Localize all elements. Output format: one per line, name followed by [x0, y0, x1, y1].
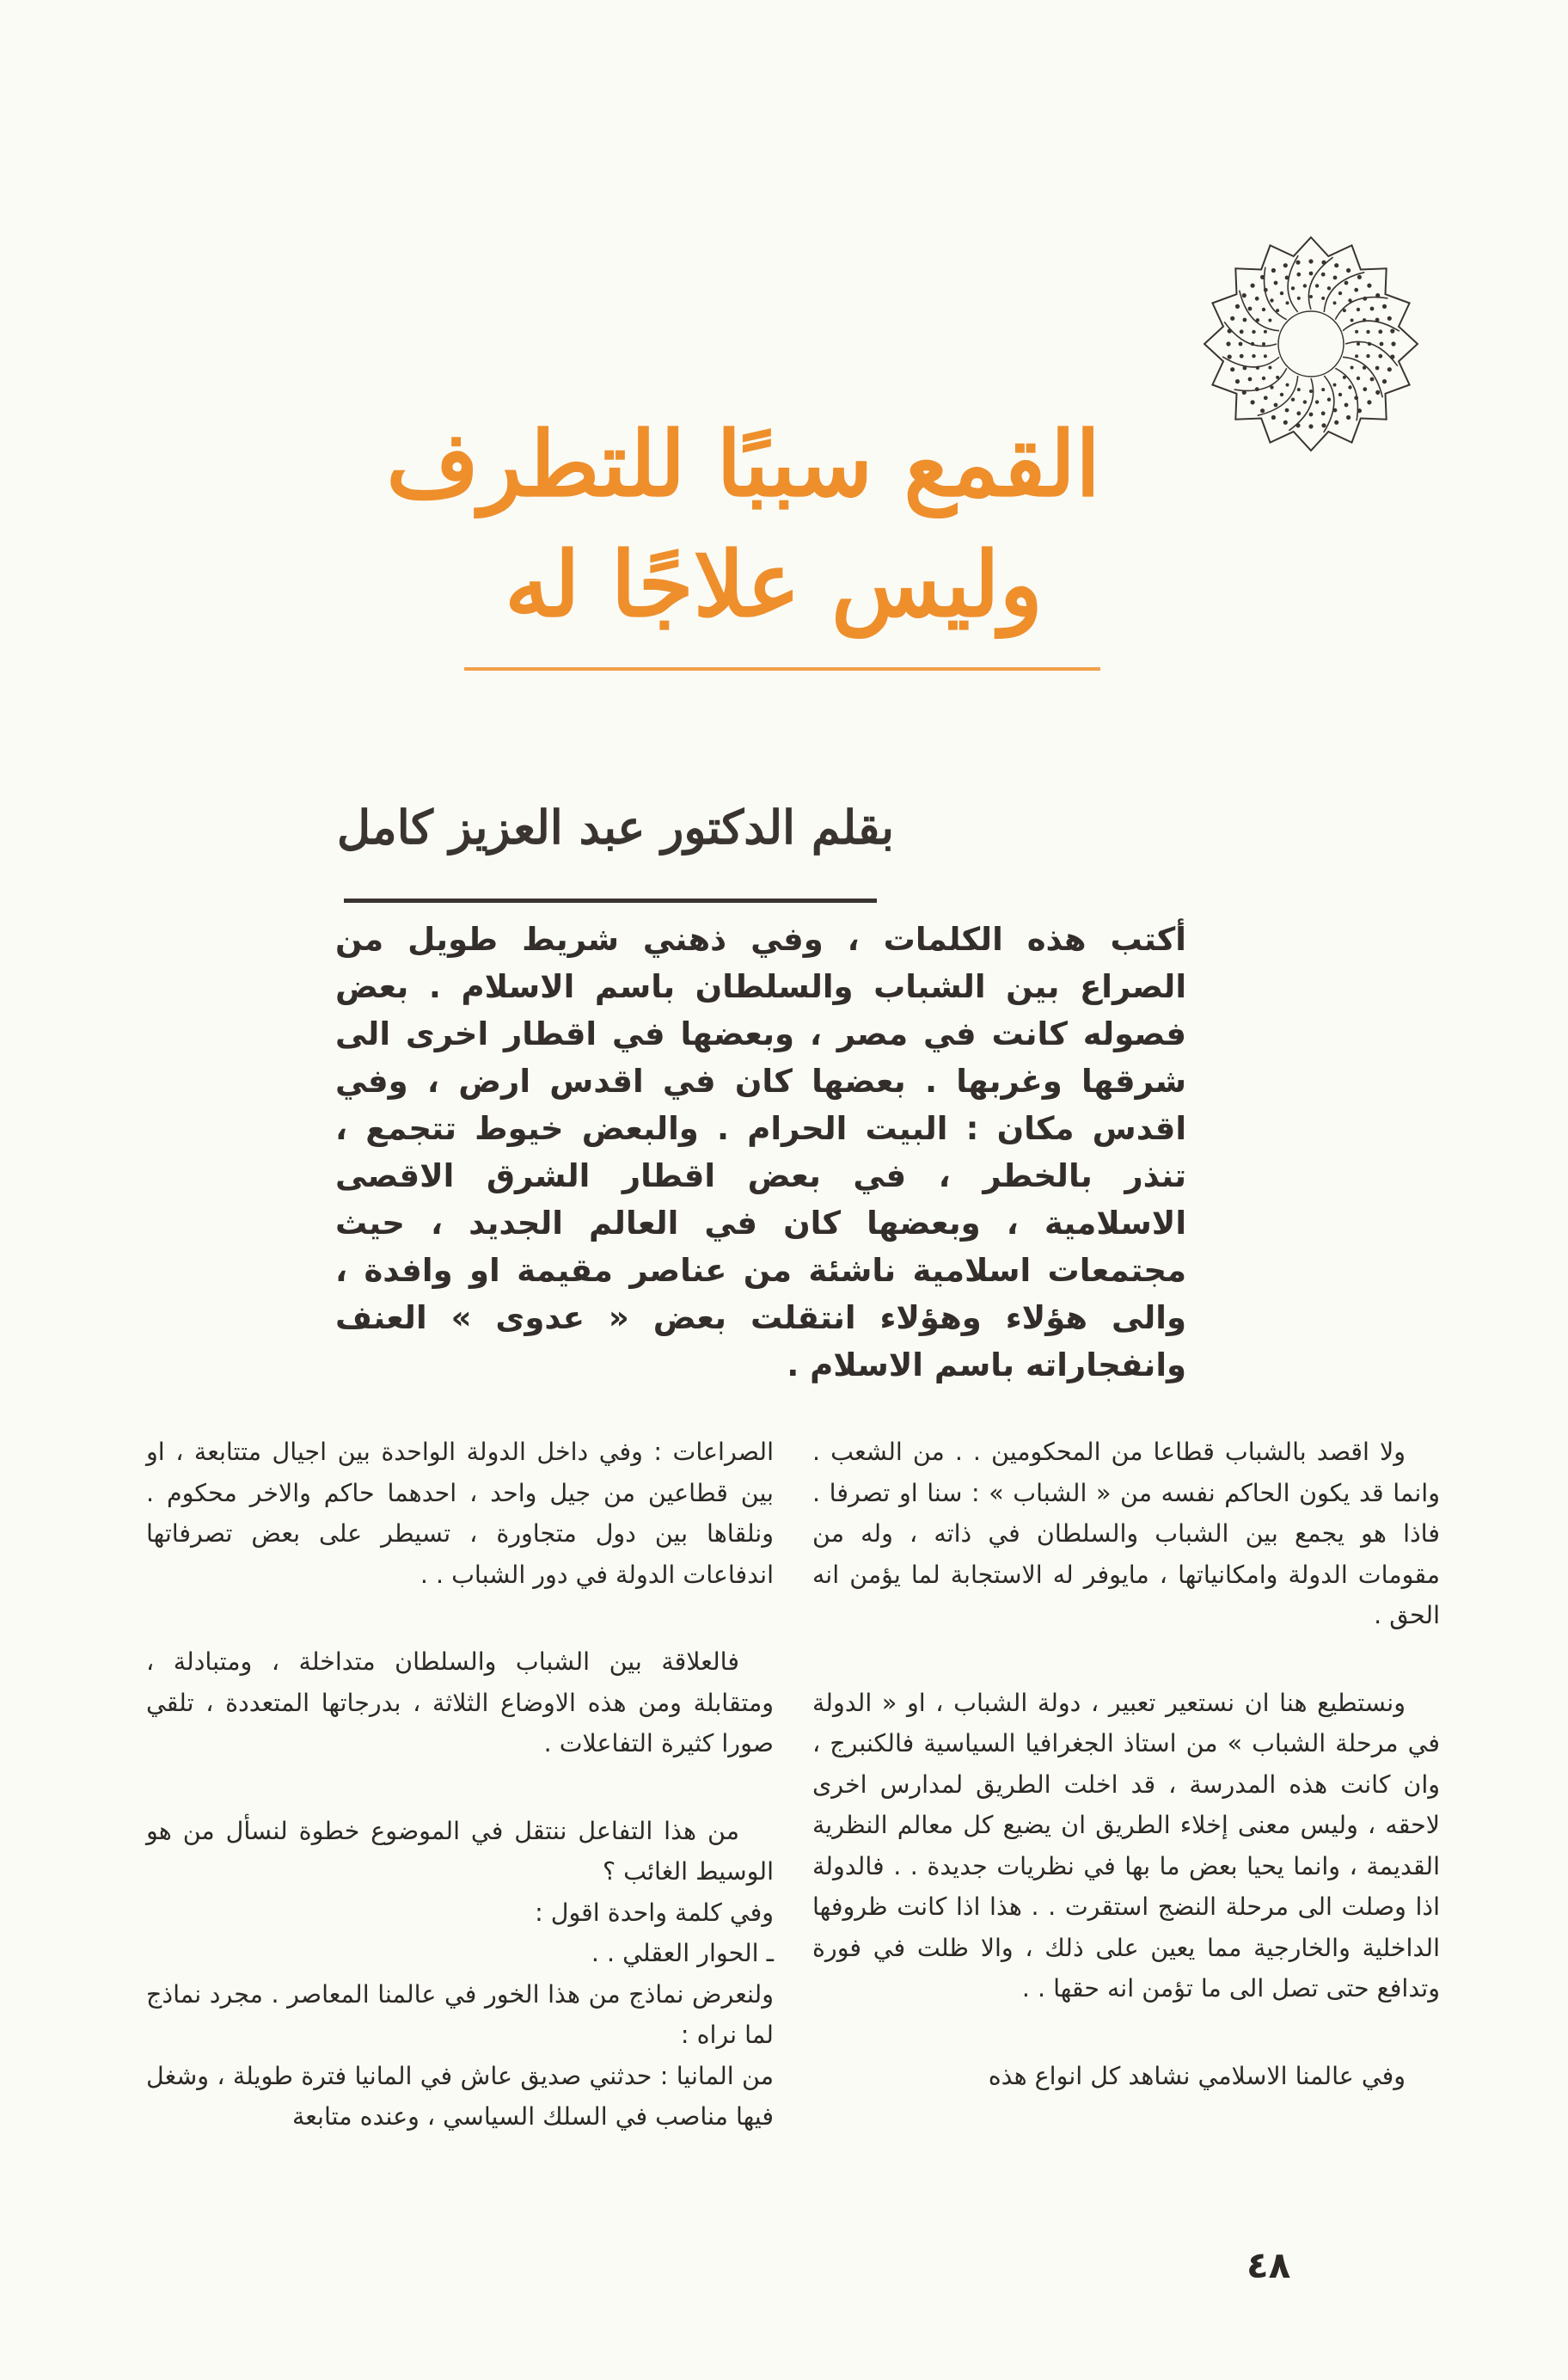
left-column-paragraph-2: فالعلاقة بين الشباب والسلطان متداخلة ، ومتبادلة ، ومتقابلة ومن هذه الاوضاع الثلاثة ، بدرجاتها المتعددة ، تلقي صورا كثيرة التفاعلات .	[146, 1647, 774, 1757]
right-column-paragraph-2: ونستطيع هنا ان نستعير تعبير ، دولة الشباب ، او « الدولة في مرحلة الشباب » من استاذ الجغرافيا السياسية فالكنبرج ، وان كانت هذه المدرسة ، قد اخلت الطريق لمدارس اخرى لاحقه ، وليس معنى إخلاء الطريق ان يضيع كل معالم النظرية القديمة ، وانما يحيا بعض ما بها في نظريات جديدة . . فالدولة اذا وصلت الى مرحلة النضج استقرت . . هذا اذا كانت ظروفها الداخلية والخارجية مما يعين على ذلك ، والا ظلت في فورة وتدافع حتى تصل الى ما تؤمن انه حقها . .	[812, 1688, 1440, 2003]
left-column-line-2: ـ الحوار العقلي . .	[591, 1939, 774, 1967]
right-column	[812, 1432, 1440, 2231]
right-column-paragraph-3: وفي عالمنا الاسلامي نشاهد كل انواع هذه	[988, 2061, 1406, 2090]
page-number: ٤٨	[1246, 2244, 1291, 2286]
author-byline: بقلم الدكتور عبد العزيز كامل	[336, 800, 894, 855]
arabesque-ornament-icon	[1199, 232, 1423, 456]
left-column-paragraph-1: الصراعات : وفي داخل الدولة الواحدة بين اجيال متتابعة ، او بين قطاعين من جيل واحد ، احدهما حاكم والاخر محكوم . ونلقاها بين دول متجاورة ، تسيطر على بعض تصرفاتها اندفاعات الدولة في دور الشباب . .	[146, 1438, 774, 1589]
byline-divider	[344, 899, 877, 903]
left-column	[146, 1432, 774, 2231]
intro-text: أكتب هذه الكلمات ، وفي ذهني شريط طويل من الصراع بين الشباب والسلطان باسم الاسلام . بعض فصوله كانت في مصر ، وبعضها في اقطار اخرى الى شرقها وغربها . بعضها كان في اقدس ارض ، وفي اقدس مكان : البيت الحرام . والبعض خيوط تتجمع ، تنذر بالخطر ، في بعض اقطار الشرق الاقصى الاسلامية ، وبعضها كان في العالم الجديد ، حيث مجتمعات اسلامية ناشئة من عناصر مقيمة او وافدة ، والى هؤلاء وهؤلاء انتقلت بعض « عدوى » العنف وانفجاراته باسم الاسلام .	[335, 921, 1186, 1383]
intro-paragraph	[335, 916, 1186, 1383]
title-line-2: وليس علاجًا له	[505, 531, 1043, 637]
title-underline	[464, 667, 1100, 671]
left-column-paragraph-4: ولنعرض نماذج من هذا الخور في عالمنا المعاصر . مجرد نماذج لما نراه :	[146, 1979, 774, 2049]
right-column-paragraph-1: ولا اقصد بالشباب قطاعا من المحكومين . . من الشعب . وانما قد يكون الحاكم نفسه من « الشباب » : سنا او تصرفا . فاذا هو يجمع بين الشباب والسلطان في ذاته ، وله من مقومات الدولة وامكانياتها ، مايوفر له الاستجابة لما يؤمن انه الحق .	[812, 1438, 1440, 1629]
left-column-paragraph-5: من المانيا : حدثني صديق عاش في المانيا فترة طويلة ، وشغل فيها مناصب في السلك السياسي ، وعنده متابعة	[146, 2061, 774, 2131]
article-title	[386, 404, 1100, 671]
left-column-line-1: وفي كلمة واحدة اقول :	[535, 1898, 774, 1927]
left-column-paragraph-3: من هذا التفاعل ننتقل في الموضوع خطوة لنسأل من هو الوسيط الغائب ؟	[146, 1816, 774, 1886]
title-line-1: القمع سببًا للتطرف	[386, 411, 1100, 517]
